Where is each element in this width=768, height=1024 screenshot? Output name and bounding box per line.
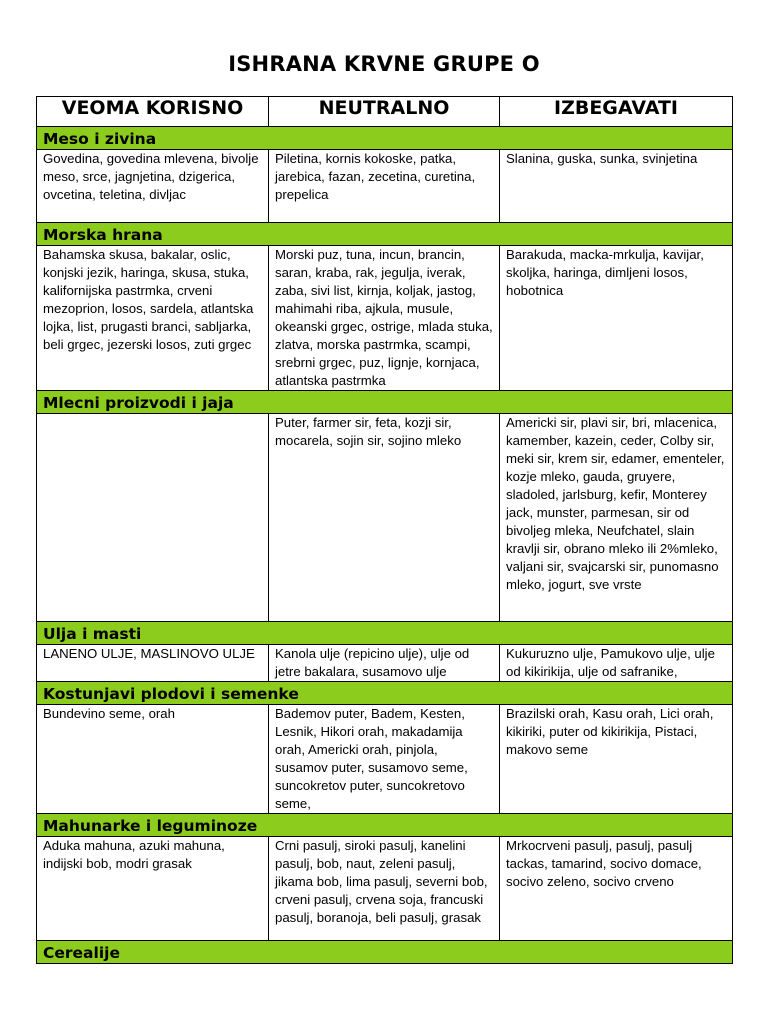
table-row	[37, 837, 733, 941]
section-header-row	[37, 622, 733, 645]
cell-very-beneficial: Govedina, govedina mlevena, bivolje meso, srce, jagnjetina, dzigerica, ovcetina, teletina, divljac	[37, 150, 269, 223]
table-row	[37, 705, 733, 814]
section-title: Cerealije	[37, 941, 733, 964]
cell-avoid: Kukuruzno ulje, Pamukovo ulje, ulje od kikirikija, ulje od safranike,	[500, 645, 733, 682]
cell-very-beneficial: Bundevino seme, orah	[37, 705, 269, 814]
section-header-row	[37, 682, 733, 705]
section-header-row	[37, 127, 733, 150]
section-title: Kostunjavi plodovi i semenke	[37, 682, 733, 705]
table-row	[37, 645, 733, 682]
section-header-row	[37, 391, 733, 414]
column-header-very-beneficial: VEOMA KORISNO	[37, 97, 269, 127]
cell-neutral: Crni pasulj, siroki pasulj, kanelini pasulj, bob, naut, zeleni pasulj, jikama bob, lima pasulj, severni bob, crveni pasulj, crvena soja, francuski pasulj, boranoja, beli pasulj, grasak	[269, 837, 500, 941]
section-title: Mlecni proizvodi i jaja	[37, 391, 733, 414]
section-header-row	[37, 941, 733, 964]
section-title: Mahunarke i leguminoze	[37, 814, 733, 837]
column-header-row	[37, 97, 733, 127]
section-title: Morska hrana	[37, 223, 733, 246]
cell-very-beneficial: Aduka mahuna, azuki mahuna, indijski bob, modri grasak	[37, 837, 269, 941]
table-row	[37, 150, 733, 223]
cell-neutral: Piletina, kornis kokoske, patka, jarebica, fazan, zecetina, curetina, prepelica	[269, 150, 500, 223]
column-header-neutral: NEUTRALNO	[269, 97, 500, 127]
cell-neutral: Bademov puter, Badem, Kesten, Lesnik, Hikori orah, makadamija orah, Americki orah, pinjola, susamov puter, susamovo seme, suncokretov puter, suncokretovo seme,	[269, 705, 500, 814]
table-row	[37, 246, 733, 391]
cell-neutral: Kanola ulje (repicino ulje), ulje od jetre bakalara, susamovo ulje	[269, 645, 500, 682]
cell-very-beneficial: LANENO ULJE, MASLINOVO ULJE	[37, 645, 269, 682]
food-table	[36, 96, 733, 964]
cell-avoid: Brazilski orah, Kasu orah, Lici orah, kikiriki, puter od kikirikija, Pistaci, makovo seme	[500, 705, 733, 814]
section-header-row	[37, 223, 733, 246]
section-title: Ulja i masti	[37, 622, 733, 645]
cell-very-beneficial	[37, 414, 269, 622]
cell-avoid: Americki sir, plavi sir, bri, mlacenica, kamember, kazein, ceder, Colby sir, meki sir, krem sir, edamer, ementeler, kozje mleko, gauda, gruyere, sladoled, jarlsburg, kefir, Monterey jack, munster, parmesan, sir od bivoljeg mleka, Neufchatel, slain kravlji sir, obrano mleko ili 2%mleko, valjani sir, svajcarski sir, punomasno mleko, jogurt, sve vrste	[500, 414, 733, 622]
column-header-avoid: IZBEGAVATI	[500, 97, 733, 127]
cell-neutral: Puter, farmer sir, feta, kozji sir, mocarela, sojin sir, sojino mleko	[269, 414, 500, 622]
section-header-row	[37, 814, 733, 837]
cell-avoid: Mrkocrveni pasulj, pasulj, pasulj tackas, tamarind, socivo domace, socivo zeleno, socivo crveno	[500, 837, 733, 941]
cell-neutral: Morski puz, tuna, incun, brancin, saran, kraba, rak, jegulja, iverak, zaba, sivi list, kirnja, koljak, jastog, mahimahi riba, ajkula, musule, okeanski grgec, ostrige, mlada stuka, zlatva, morska pastrmka, scampi, srebrni grgec, puz, lignje, kornjaca, atlantska pastrmka	[269, 246, 500, 391]
cell-very-beneficial: Bahamska skusa, bakalar, oslic, konjski jezik, haringa, skusa, stuka, kalifornijska pastrmka, crveni mezoprion, losos, sardela, atlantska lojka, list, prugasti branci, sabljarka, beli grgec, jezerski losos, zuti grgec	[37, 246, 269, 391]
section-title: Meso i zivina	[37, 127, 733, 150]
table-row	[37, 414, 733, 622]
cell-avoid: Slanina, guska, sunka, svinjetina	[500, 150, 733, 223]
page-title: ISHRANA KRVNE GRUPE O	[228, 52, 540, 76]
cell-avoid: Barakuda, macka-mrkulja, kavijar, skoljka, haringa, dimljeni losos, hobotnica	[500, 246, 733, 391]
